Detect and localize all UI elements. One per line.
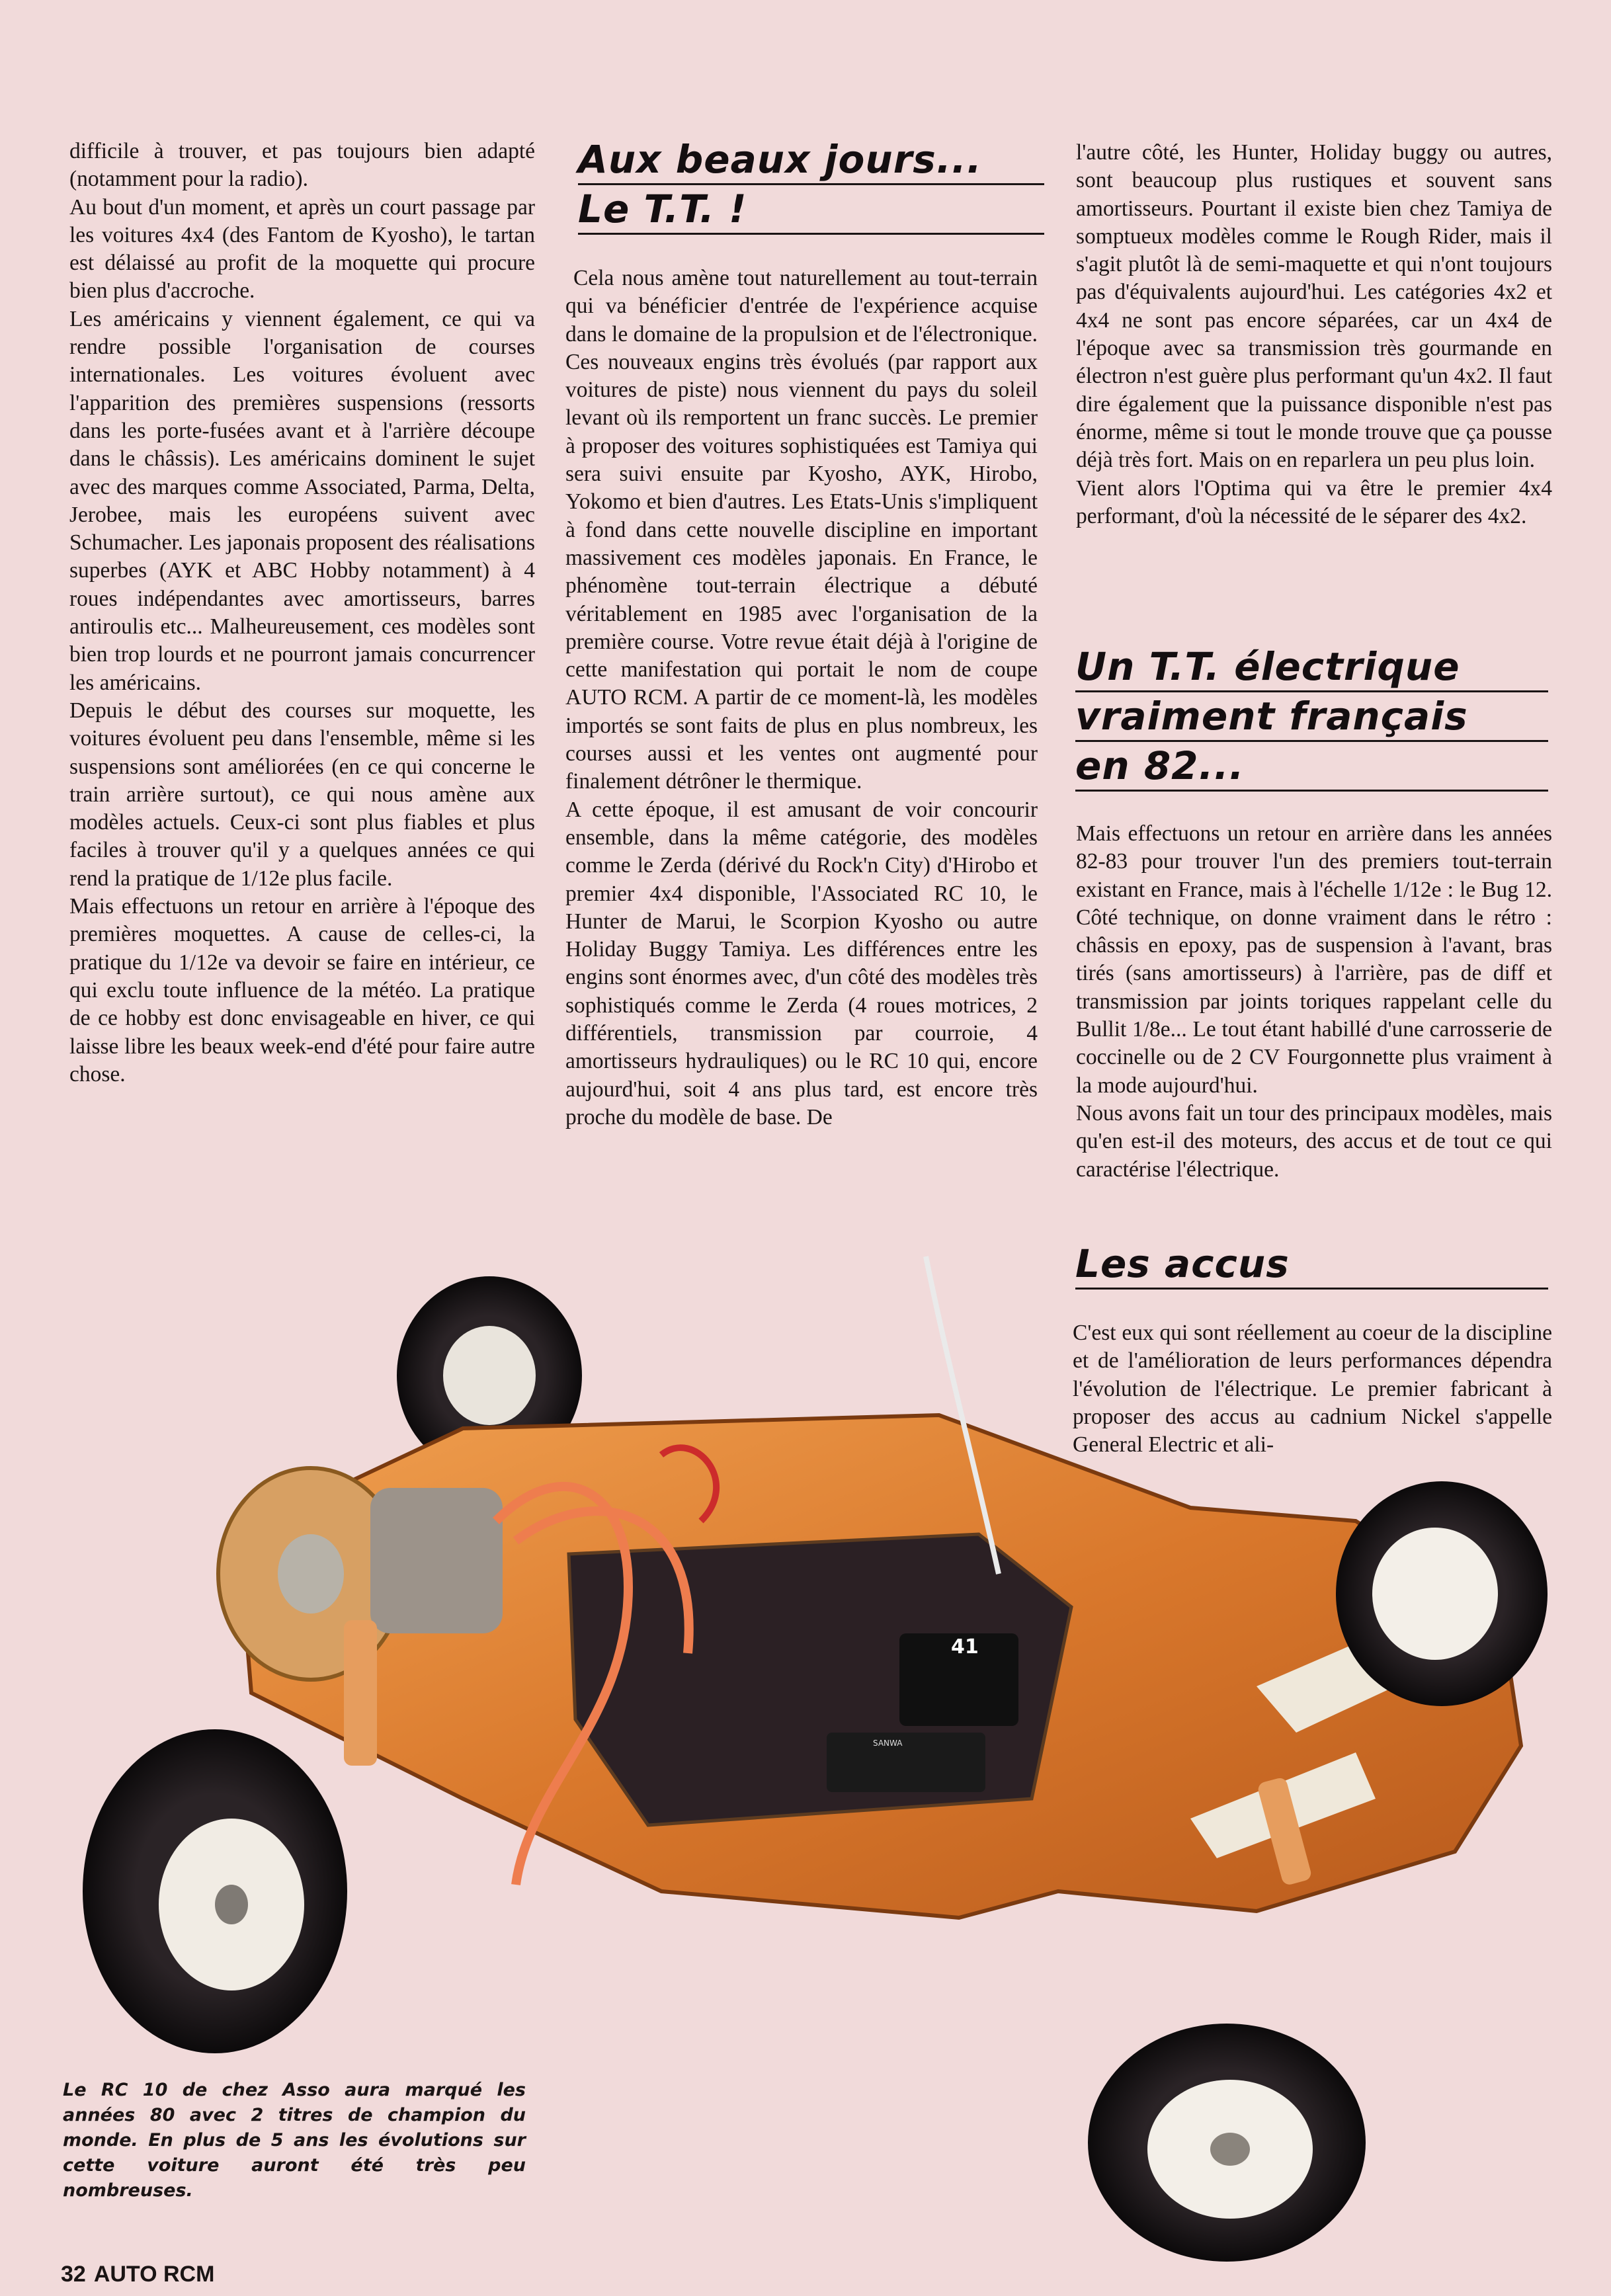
paragraph: Vient alors l'Optima qui va être le premier 4x4 performant, d'où la nécessité de le séparer des 4x2. (1076, 475, 1552, 528)
wheel-rear-bottom (83, 1729, 347, 2053)
paragraph: C'est eux qui sont réellement au coeur de la discipline et de l'amélioration de leurs performances dépendra l'évolution de l'électrique. Le premier fabricant à proposer des accus au cadnium Nickel s'appelle General Electric et ali- (1073, 1321, 1552, 1457)
receiver-brand: SANWA (873, 1739, 903, 1748)
magazine-name: AUTO RCM (93, 2262, 215, 2287)
heading-line: en 82... (1075, 742, 1548, 792)
motor (370, 1488, 503, 1633)
paragraph: Au bout d'un moment, et après un court passage par les voitures 4x4 (des Fantom de Kyosho), le tartan est délaissé au profit de la moquette qui procure bien plus d'accroche. (69, 194, 535, 304)
paragraph: A cette époque, il est amusant de voir concourir ensemble, dans la même catégorie, des modèles comme le Zerda (dérivé du Rock'n City) d'Hirobo et premier 4x4 disponible, l'Associated RC 10, le Hunter de Marui, le Scorpion Kyosho ou autre Holiday Buggy Tamiya. Les différences entre les engins sont énormes avec, d'un côté des modèles très sophistiqués comme le Zerda (4 roues motrices, 2 différentiels, transmission par courroie, 4 amortisseurs hydrauliques) ou le RC 10 qui, encore aujourd'hui, soit 4 ans plus tard, est encore très proche du modèle de base. De (565, 797, 1038, 1129)
column-3-section-2 (1076, 820, 1552, 1184)
heading-line: Le T.T. ! (578, 185, 1044, 235)
receiver-number: 41 (951, 1635, 979, 1659)
heading-line: vraiment français (1075, 692, 1548, 742)
wheel-front-top (1336, 1481, 1548, 1706)
photo-caption: Le RC 10 de chez Asso aura marqué les années 80 avec 2 titres de champion du monde. En plus de 5 ans les évolutions sur cette voiture auront été très peu nombreuses. (63, 2080, 526, 2201)
heading-line: Aux beaux jours... (578, 136, 1044, 185)
paragraph: l'autre côté, les Hunter, Holiday buggy ou autres, sont beaucoup plus rustiques et souvent sans amortisseurs. Pourtant il existe bien chez Tamiya de somptueux modèles comme le Rough Rider, mais il s'agit plutôt là de semi-maquette et qui n'ont toujours pas d'équivalents aujourd'hui. Les catégories 4x2 et 4x4 ne sont pas encore séparées, car un 4x4 de l'époque avec sa transmission très gourmande en électron n'est guère plus performant qu'un 4x2. Il faut dire également que la puissance disponible n'est pas énorme, même si tout le monde trouve que ça pousse déjà très fort. Mais on en reparlera un peu plus loin. (1076, 140, 1552, 473)
paragraph: Mais effectuons un retour en arrière à l'époque des premières moquettes. A cause de celles-ci, la pratique du 1/12e va devoir se faire en intérieur, ce qui exclu toute influence de la météo. La pratique de ce hobby est donc envisageable en hiver, ce qui laisse libre les beaux week-end d'été pour faire autre chose. (69, 894, 535, 1086)
paragraph: Depuis le début des courses sur moquette, les voitures évoluent peu dans l'ensemble, même si les suspensions sont améliorées (en ce qui concerne le train arrière surtout), ce qui nous amène aux modèles actuels. Ceux-ci sont plus fiables et plus faciles à trouver qu'il y a quelques années ce qui rend la pratique de 1/12e plus facile. (69, 698, 535, 891)
shock-rear (344, 1620, 377, 1766)
column-3 (1076, 139, 1552, 530)
heading-aux-beaux-jours (578, 136, 1044, 235)
paragraph: Mais effectuons un retour en arrière dans les années 82-83 pour trouver l'un des premiers tout-terrain existant en France, mais à l'échelle 1/12e : le Bug 12. Côté technique, on donne vraiment dans le rétro : châssis en epoxy, pas de suspension à l'avant, bras tirés (sans amortisseurs) à l'arrière, pas de diff et transmission par joints toriques rappelant celle du Bullit 1/8e... Le tout étant habillé d'une carrosserie de coccinelle ou de 2 CV Fourgonnette plus vraiment à la mode aujourd'hui. (1076, 821, 1552, 1098)
page-footer (61, 2262, 222, 2287)
page-number: 32 (61, 2262, 86, 2287)
heading-line: Un T.T. électrique (1075, 643, 1548, 692)
paragraph: difficile à trouver, et pas toujours bien adapté (notamment pour la radio). (69, 139, 535, 192)
paragraph: Les américains y viennent également, ce qui va rendre possible l'organisation de courses internationales. Les voitures évoluent avec l'apparition des premières suspensions (ressorts dans les porte-fusées avant et à l'arrière découpe dans le châssis). Les américains dominent le sujet avec des marques comme Associated, Parma, Delta, Jerobee, mais les européens suivent avec Schumacher. Les japonais proposent des réalisations superbes (AYK et ABC Hobby notamment) à 4 roues indépendantes avec amortisseurs, barres antiroulis etc... Malheureusement, ces modèles sont bien trop lourds et ne pourront jamais concurrencer les américains. (69, 306, 535, 695)
column-2 (565, 265, 1038, 1131)
heading-line: Les accus (1075, 1240, 1548, 1290)
paragraph: Nous avons fait un tour des principaux modèles, mais qu'en est-il des moteurs, des accus et de tout ce qui caractérise l'électrique. (1076, 1100, 1552, 1182)
wheel-front-bottom (1088, 2024, 1366, 2262)
heading-tt-electrique (1075, 643, 1548, 792)
column-1 (69, 138, 535, 1088)
paragraph: Cela nous amène tout naturellement au tout-terrain qui va bénéficier d'entrée de l'expérience acquise dans le domaine de la propulsion et de l'électronique. Ces nouveaux engins très évolués (par rapport aux voitures de piste) nous viennent du pays du soleil levant où ils remportent un franc succès. Le premier à proposer des voitures sophistiquées est Tamiya qui sera suivi ensuite par Kyosho, AYK, Hirobo, Yokomo et bien d'autres. Les Etats-Unis s'impliquent à fond dans cette nouvelle discipline en important massivement ces modèles japonais. En France, le phénomène tout-terrain électrique a débuté véritablement en 1985 avec l'organisation de la première course. Votre revue était déjà à l'origine de cette manifestation qui portait le nom de coupe AUTO RCM. A partir de ce moment-là, les modèles importés se sont faits de plus en plus nombreux, les courses aussi et les ventes ont augmenté pour finalement détrôner le thermique. (565, 266, 1038, 794)
